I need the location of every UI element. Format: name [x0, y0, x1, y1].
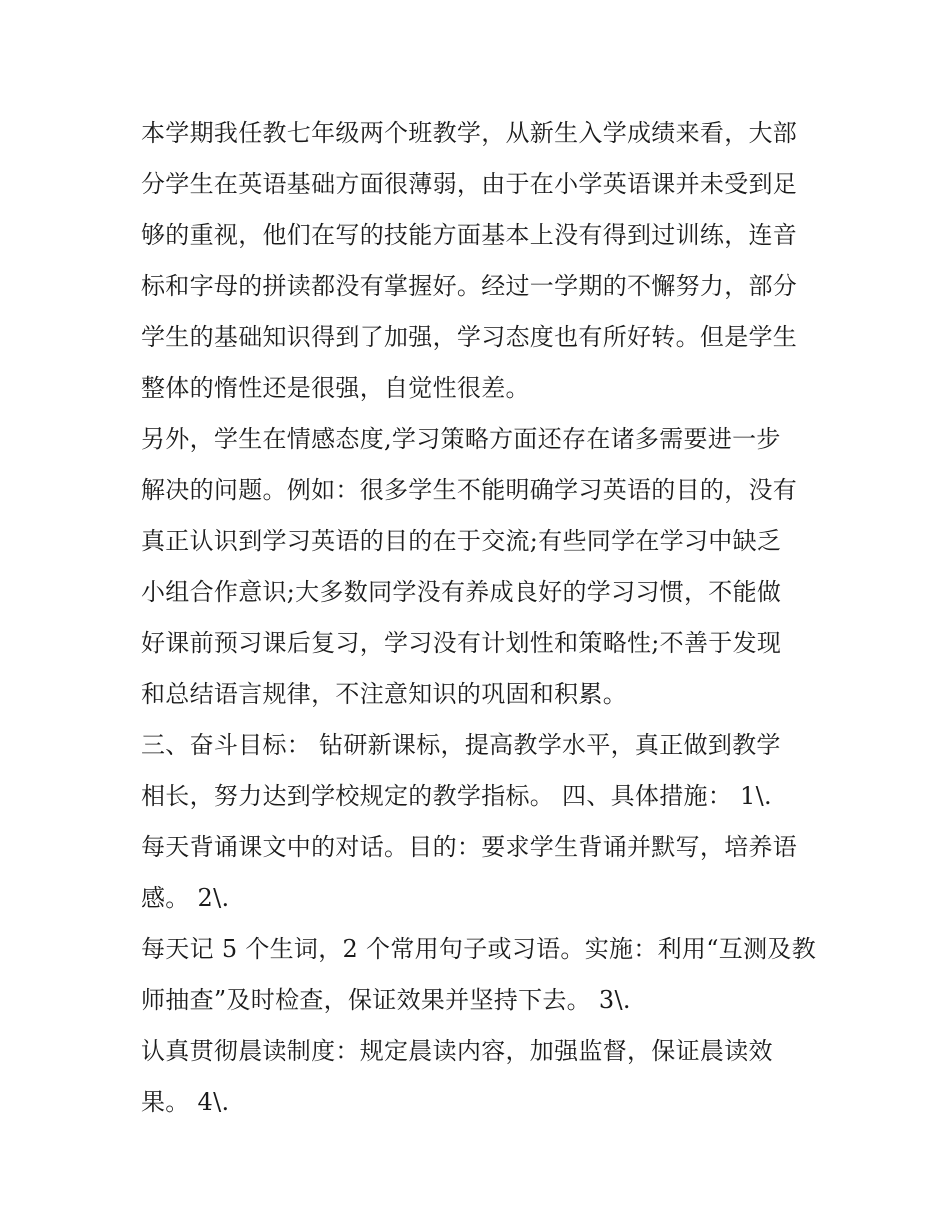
text-line: 每天背诵课文中的对话。目的：要求学生背诵并默写，培养语 — [141, 833, 798, 861]
text-line: 另外，学生在情感态度,学习策略方面还存在诸多需要进一步 — [141, 425, 781, 453]
text-line: 认真贯彻晨读制度：规定晨读内容，加强监督，保证晨读效 — [141, 1037, 773, 1065]
text-line: 好课前预习课后复习，学习没有计划性和策略性;不善于发现 — [141, 629, 782, 657]
text-line: 师抽查”及时检查，保证效果并坚持下去。 3\. — [141, 986, 631, 1014]
text-line: 学生的基础知识得到了加强，学习态度也有所好转。但是学生 — [141, 323, 798, 351]
text-line: 解决的问题。例如：很多学生不能明确学习英语的目的，没有 — [141, 476, 798, 504]
document-body — [141, 108, 821, 1128]
text-line: 分学生在英语基础方面很薄弱，由于在小学英语课并未受到足 — [141, 170, 798, 198]
text-line: 本学期我任教七年级两个班教学，从新生入学成绩来看，大部 — [141, 119, 798, 147]
text-line: 够的重视，他们在写的技能方面基本上没有得到过训练，连音 — [141, 221, 798, 249]
text-line: 和总结语言规律，不注意知识的巩固和积累。 — [141, 680, 627, 708]
text-line: 小组合作意识;大多数同学没有养成良好的学习习惯，不能做 — [141, 578, 782, 606]
text-line: 感。 2\. — [141, 884, 230, 912]
text-line: 每天记 5 个生词，2 个常用句子或习语。实施：利用“互测及教 — [141, 935, 816, 963]
text-line: 果。 4\. — [141, 1088, 230, 1116]
text-line: 真正认识到学习英语的目的在于交流;有些同学在学习中缺乏 — [141, 527, 782, 555]
text-line: 整体的惰性还是很强，自觉性很差。 — [141, 374, 530, 402]
text-line: 相长，努力达到学校规定的教学指标。 四、具体措施： 1\. — [141, 782, 772, 810]
text-line: 标和字母的拼读都没有掌握好。经过一学期的不懈努力，部分 — [141, 272, 798, 300]
text-line: 三、奋斗目标： 钻研新课标，提高教学水平，真正做到教学 — [141, 731, 781, 759]
